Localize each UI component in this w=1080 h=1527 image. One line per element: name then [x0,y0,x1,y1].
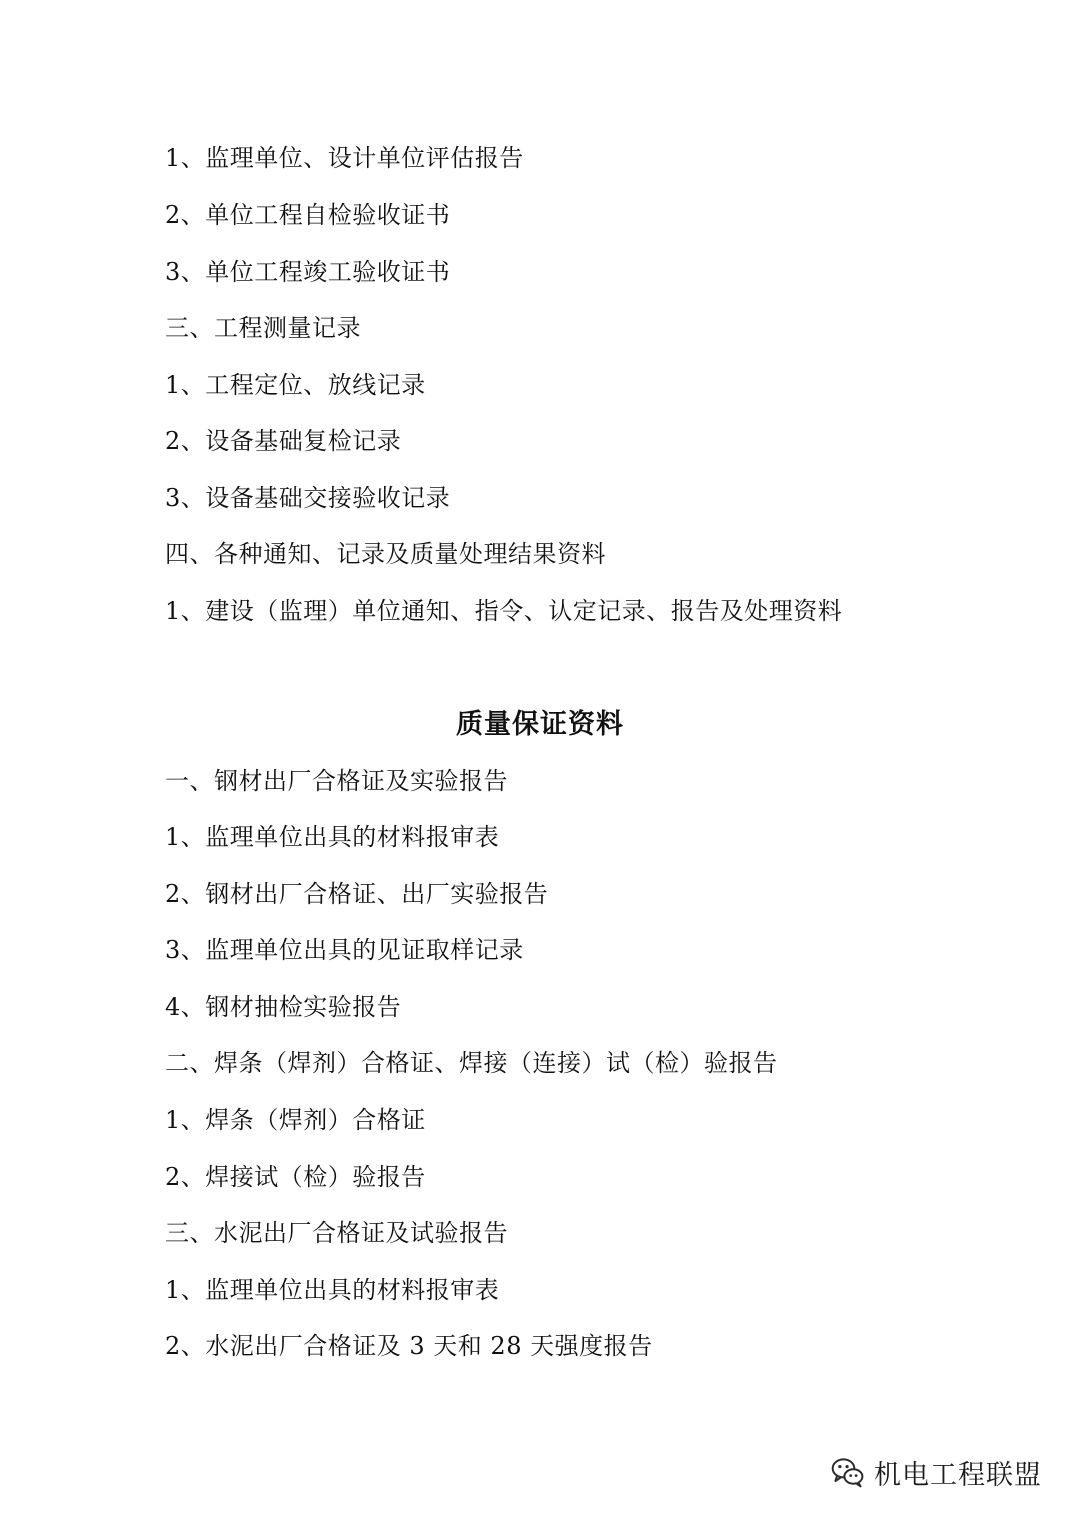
list-item: 1、焊条（焊剂）合格证 [165,1106,426,1134]
wechat-icon [830,1454,866,1490]
list-item: 2、设备基础复检记录 [165,427,402,455]
list-item: 1、监理单位出具的材料报审表 [165,823,500,851]
list-item: 3、监理单位出具的见证取样记录 [165,936,524,964]
list-item: 1、监理单位、设计单位评估报告 [165,144,524,172]
watermark [830,1452,1042,1492]
list-item: 4、钢材抽检实验报告 [165,993,402,1021]
section-heading: 三、工程测量记录 [165,314,361,342]
list-item: 3、设备基础交接验收记录 [165,484,451,512]
list-item: 2、钢材出厂合格证、出厂实验报告 [165,880,549,908]
list-item: 1、建设（监理）单位通知、指令、认定记录、报告及处理资料 [165,597,843,625]
watermark-text: 机电工程联盟 [874,1459,1042,1491]
list-item: 3、单位工程竣工验收证书 [165,258,451,286]
section-heading: 三、水泥出厂合格证及试验报告 [165,1219,508,1247]
list-item: 2、单位工程自检验收证书 [165,201,451,229]
list-item: 1、监理单位出具的材料报审表 [165,1276,500,1304]
list-item: 1、工程定位、放线记录 [165,371,426,399]
page-title: 质量保证资料 [456,709,624,740]
section-heading: 一、钢材出厂合格证及实验报告 [165,767,508,795]
section-heading: 二、焊条（焊剂）合格证、焊接（连接）试（检）验报告 [165,1049,778,1077]
list-item: 2、焊接试（检）验报告 [165,1163,426,1191]
section-heading: 四、各种通知、记录及质量处理结果资料 [165,540,606,568]
list-item: 2、水泥出厂合格证及 3 天和 28 天强度报告 [165,1332,653,1360]
